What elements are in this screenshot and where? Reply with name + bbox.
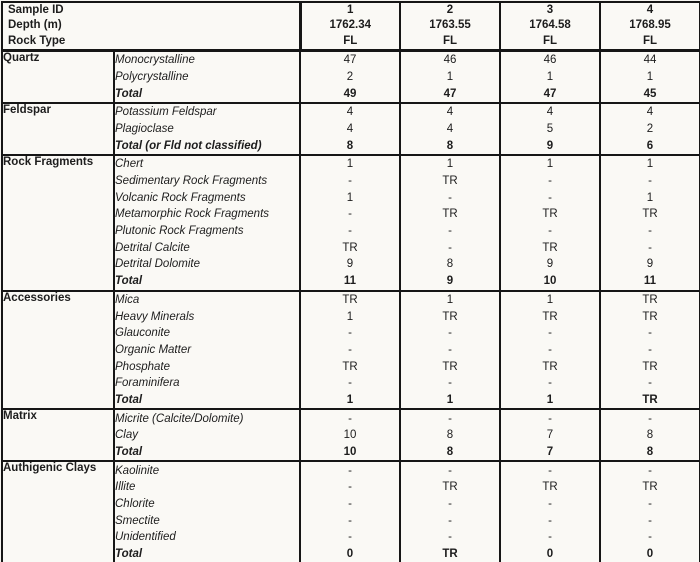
row-label: Unidentified [114,529,300,546]
value-cell: - [500,529,600,546]
value-cell: TR [500,308,600,325]
value-cell: 1 [500,155,600,173]
value-cell: - [500,223,600,240]
value-cell: 1 [300,155,400,173]
value-cell: - [300,529,400,546]
total-value-cell: 11 [600,273,700,291]
point-count-table-body [2,2,700,562]
table-row [2,103,700,121]
total-value-cell: 11 [300,273,400,291]
total-value-cell: 10 [300,444,400,462]
row-label: Kaolinite [114,461,300,479]
row-label: Metamorphic Rock Fragments [114,206,300,223]
row-label: Sedimentary Rock Fragments [114,173,300,190]
depth-value: 1763.55 [429,19,471,32]
row-label: Monocrystalline [114,50,300,68]
sample-column-header [400,2,500,50]
category-label: Authigenic Clays [2,461,114,562]
value-cell: TR [500,206,600,223]
category-label: Feldspar [2,103,114,155]
row-label: Chlorite [114,496,300,513]
total-value-cell: TR [600,392,700,410]
table-row [2,461,700,479]
row-label: Chert [114,155,300,173]
value-cell: 1 [500,291,600,309]
value-cell: - [600,239,700,256]
value-cell: TR [500,358,600,375]
value-cell: - [400,342,500,359]
value-cell: - [300,206,400,223]
value-cell: 1 [500,69,600,86]
value-cell: - [600,409,700,427]
table-row [2,155,700,173]
row-label: Smectite [114,512,300,529]
value-cell: TR [400,308,500,325]
value-cell: - [300,461,400,479]
value-cell: 5 [500,121,600,138]
value-cell: - [500,375,600,392]
sample-id-value: 2 [446,4,454,16]
total-value-cell: 9 [500,137,600,155]
value-cell: 1 [600,189,700,206]
row-label: Micrite (Calcite/Dolomite) [114,409,300,427]
value-cell: - [400,239,500,256]
value-cell: - [300,496,400,513]
value-cell: - [400,223,500,240]
total-row-label: Total (or Fld not classified) [114,137,300,155]
row-label: Polycrystalline [114,69,300,86]
value-cell: - [600,529,700,546]
value-cell: 2 [600,121,700,138]
value-cell: 47 [300,50,400,68]
total-row-label: Total [114,546,300,562]
value-cell: 1 [300,308,400,325]
value-cell: - [400,189,500,206]
value-cell: - [400,496,500,513]
value-cell: - [600,496,700,513]
value-cell: - [400,512,500,529]
value-cell: - [300,409,400,427]
value-cell: - [500,461,600,479]
rock-type-value: FL [642,34,658,47]
value-cell: 7 [500,427,600,444]
value-cell: 46 [400,50,500,68]
value-cell: - [400,325,500,342]
value-cell: TR [300,358,400,375]
sample-column-header [300,2,400,50]
value-cell: TR [400,479,500,496]
row-label: Clay [114,427,300,444]
value-cell: TR [600,206,700,223]
total-value-cell: 7 [500,444,600,462]
row-label: Mica [114,291,300,309]
row-label: Organic Matter [114,342,300,359]
value-cell: 4 [400,103,500,121]
value-cell: TR [600,479,700,496]
value-cell: 1 [400,155,500,173]
value-cell: - [300,512,400,529]
category-label: Quartz [2,50,114,103]
value-cell: TR [300,239,400,256]
value-cell: - [300,173,400,190]
value-cell: 44 [600,50,700,68]
value-cell: - [300,375,400,392]
total-value-cell: 8 [600,444,700,462]
total-value-cell: 47 [400,85,500,103]
value-cell: TR [500,239,600,256]
value-cell: 9 [600,256,700,273]
total-value-cell: 1 [400,392,500,410]
value-cell: 4 [500,103,600,121]
table-row [2,291,700,309]
total-row-label: Total [114,85,300,103]
value-cell: TR [600,308,700,325]
total-value-cell: 47 [500,85,600,103]
value-cell: - [600,173,700,190]
total-value-cell: 0 [300,546,400,562]
row-label: Volcanic Rock Fragments [114,189,300,206]
total-row-label: Total [114,273,300,291]
depth-value: 1764.58 [529,19,571,32]
total-value-cell: 8 [300,137,400,155]
depth-value: 1762.34 [329,19,372,32]
total-value-cell: 1 [300,392,400,410]
value-cell: - [600,325,700,342]
value-cell: 1 [400,69,500,86]
value-cell: 1 [600,69,700,86]
value-cell: - [300,479,400,496]
depth-label: Depth (m) [8,19,62,32]
value-cell: - [600,512,700,529]
value-cell: - [400,461,500,479]
value-cell: 8 [600,427,700,444]
value-cell: 4 [300,103,400,121]
row-label: Potassium Feldspar [114,103,300,121]
value-cell: 4 [300,121,400,138]
value-cell: - [600,223,700,240]
value-cell: TR [400,173,500,190]
row-label: Glauconite [114,325,300,342]
value-cell: - [500,173,600,190]
row-label: Detrital Calcite [114,239,300,256]
value-cell: TR [400,206,500,223]
value-cell: - [500,342,600,359]
category-label: Matrix [2,409,114,461]
sample-id-value: 3 [546,4,554,16]
value-cell: - [300,342,400,359]
value-cell: TR [600,358,700,375]
sample-id-value: 1 [347,4,354,16]
value-cell: 9 [500,256,600,273]
point-count-table [1,1,700,562]
value-cell: 9 [300,256,400,273]
value-cell: 8 [400,256,500,273]
total-row-label: Total [114,392,300,410]
total-value-cell: 1 [500,392,600,410]
header-labels-cell [2,2,300,50]
row-label: Illite [114,479,300,496]
value-cell: - [400,409,500,427]
depth-value: 1768.95 [629,19,671,32]
value-cell: TR [500,479,600,496]
value-cell: TR [400,358,500,375]
header-row [2,2,700,50]
total-value-cell: 8 [400,137,500,155]
value-cell: 1 [600,155,700,173]
sample-id-value: 4 [646,4,654,16]
total-value-cell: 0 [600,546,700,562]
table-row [2,409,700,427]
sample-column-header [600,2,700,50]
sample-id-label: Sample ID [8,4,64,16]
total-value-cell: 45 [600,85,700,103]
value-cell: 1 [400,291,500,309]
row-label: Heavy Minerals [114,308,300,325]
rock-type-value: FL [542,34,558,47]
value-cell: - [300,223,400,240]
total-value-cell: 9 [400,273,500,291]
total-value-cell: 49 [300,85,400,103]
rock-type-value: FL [442,34,458,47]
value-cell: 1 [300,189,400,206]
row-label: Phosphate [114,358,300,375]
value-cell: - [400,375,500,392]
value-cell: - [600,342,700,359]
total-value-cell: 10 [500,273,600,291]
value-cell: 10 [300,427,400,444]
row-label: Plagioclase [114,121,300,138]
row-label: Plutonic Rock Fragments [114,223,300,240]
value-cell: - [500,189,600,206]
row-label: Detrital Dolomite [114,256,300,273]
row-label: Foraminifera [114,375,300,392]
value-cell: 2 [300,69,400,86]
rock-type-label: Rock Type [8,34,66,47]
value-cell: - [600,375,700,392]
value-cell: 4 [600,103,700,121]
category-label: Accessories [2,291,114,410]
category-label: Rock Fragments [2,155,114,291]
rock-type-value: FL [343,34,358,47]
value-cell: - [500,512,600,529]
table-row [2,50,700,68]
total-row-label: Total [114,444,300,462]
value-cell: - [500,409,600,427]
total-value-cell: 8 [400,444,500,462]
value-cell: - [500,496,600,513]
total-value-cell: 6 [600,137,700,155]
value-cell: TR [600,291,700,309]
value-cell: TR [300,291,400,309]
sample-column-header [500,2,600,50]
value-cell: 4 [400,121,500,138]
value-cell: 8 [400,427,500,444]
total-value-cell: 0 [500,546,600,562]
value-cell: - [400,529,500,546]
value-cell: - [300,325,400,342]
total-value-cell: TR [400,546,500,562]
value-cell: 46 [500,50,600,68]
value-cell: - [500,325,600,342]
value-cell: - [600,461,700,479]
